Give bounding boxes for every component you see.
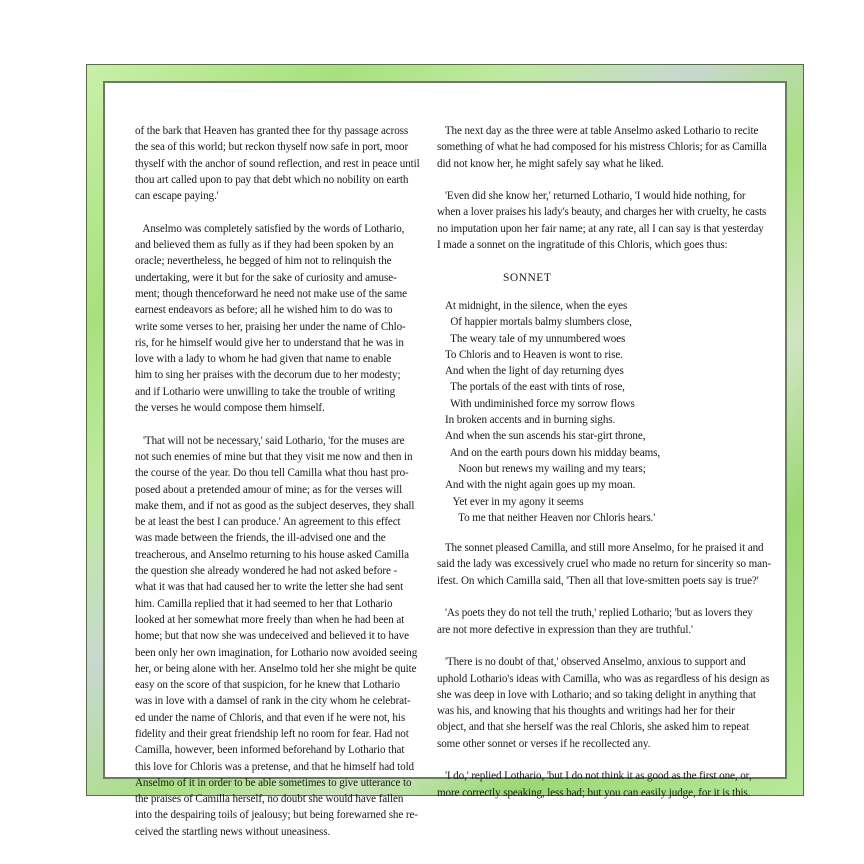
sonnet-poem [445,298,775,526]
poem-line: The weary tale of my unnumbered woes [445,332,626,345]
paragraph: 'There is no doubt of that,' observed Anselmo, anxious to support and uphold Lothario's ideas with Camilla, who was as regardless of his design as she was deep in love with Lothario; and so taking delight in anything that was his, and knowing that his thoughts and writings had her for their object, and that she herself was the real Chloris, she asked him to repeat some other sonnet or verses if he recollected any. [437,656,770,750]
paragraph: The next day as the three were at table Anselmo asked Lothario to recite something of what he had composed for his mistress Chloris; for as Camilla did not know her, he might safely say what he liked. [437,125,767,170]
left-text-column [135,123,435,856]
poem-line: At midnight, in the silence, when the eyes [445,299,628,312]
poem-line: And on the earth pours down his midday beams, [445,446,660,459]
paragraph: 'That will not be necessary,' said Lothario, 'for the muses are not such enemies of mine but that they visit me now and then in the course of the year. Do thou tell Camilla what thou hast pro- posed about a pretended amour of mine; as for the verses will make them, and if not as good as the subject deserves, they shall be at least the best I can produce.' An agreement to this effect was made between the friends, the ill-advised one and the treacherous, and Anselmo returning to his house asked Camilla the question she already wondered he had not asked before - what it was that had caused her to write the letter she had sent him. Camilla replied that it had seemed to her that Lothario looked at her somewhat more freely than when he had been at home; but that now she was undeceived and believed it to have been only her own imagination, for Lothario now avoided seeing her, or being alone with her. Anselmo told her she might be quite easy on the score of that suspicion, for he knew that Lothario was in love with a damsel of rank in the city whom he celebrat- ed under the name of Chloris, and that even if he were not, his fidelity and their great friendship left no room for fear. Had not Camilla, however, been informed beforehand by Lothario that this love for Chloris was a pretense, and that he himself had told Anselmo of it in order to be able sometimes to give utterance to the praises of Camilla herself, no doubt she would have fallen into the despairing toils of jealousy; but being forewarned she re- ceived the startling news without uneasiness. [135,434,418,838]
paragraph: 'Even did she know her,' returned Lothario, 'I would hide nothing, for when a lover praises his lady's beauty, and charges her with cruelty, he casts no imputation upon her fair name; at any rate, all I can say is that yesterday I made a sonnet on the ingratitude of this Chloris, which goes thus: [437,190,767,252]
book-page [103,81,787,838]
green-frame-border [86,64,804,838]
paragraph: The sonnet pleased Camilla, and still more Anselmo, for he praised it and said the lady was excessively cruel who made no return for sincerity so man- ifest. On which Camilla said, 'Then all that love-smitten poets say is true?' [437,542,772,587]
poem-line: And when the light of day returning dyes [445,365,624,378]
sonnet-heading: SONNET [503,271,552,284]
poem-line: To Chloris and to Heaven is wont to rise. [445,348,623,361]
paragraph: 'I do,' replied Lothario, 'but I do not think it as good as the first one, or, more correctly speaking, less bad; but you can easily judge, for it is this. [437,770,752,799]
poem-line: To me that neither Heaven nor Chloris hears.' [445,511,656,524]
poem-line: Of happier mortals balmy slumbers close, [445,316,632,329]
poem-line: With undiminished force my sorrow flows [445,397,635,410]
right-text-column [437,123,775,817]
poem-line: And when the sun ascends his star-girt throne, [445,430,646,443]
poem-line: The portals of the east with tints of rose, [445,381,625,394]
paragraph: of the bark that Heaven has granted thee for thy passage across the sea of this world; but reckon thyself now safe in port, moor thyself with the anchor of sound reflection, and rest in peace until thou art called upon to pay that debt which no nobility on earth can escape paying.' [135,125,420,203]
paragraph: Anselmo was completely satisfied by the words of Lothario, and believed them as fully as if they had been spoken by an oracle; nevertheless, he begged of him not to relinquish the undertaking, were it but for the sake of curiosity and amuse- ment; though thenceforward he need not make use of the same earnest endeavors as before; all he wished him to do was to write some verses to her, praising her under the name of Chlo- ris, for he himself would give her to understand that he was in love with a lady to whom he had given that name to enable him to sing her praises with the decorum due to her modesty; and if Lothario were unwilling to take the trouble of writing the verses he would compose them himself. [135,222,407,415]
poem-line: Noon but renews my wailing and my tears; [445,462,646,475]
paragraph: 'As poets they do not tell the truth,' replied Lothario; 'but as lovers they are not more defective in expression than they are truthful.' [437,607,753,636]
poem-line: In broken accents and in burning sighs. [445,414,616,427]
poem-line: Yet ever in my agony it seems [445,495,584,508]
poem-line: And with the night again goes up my moan. [445,479,636,492]
